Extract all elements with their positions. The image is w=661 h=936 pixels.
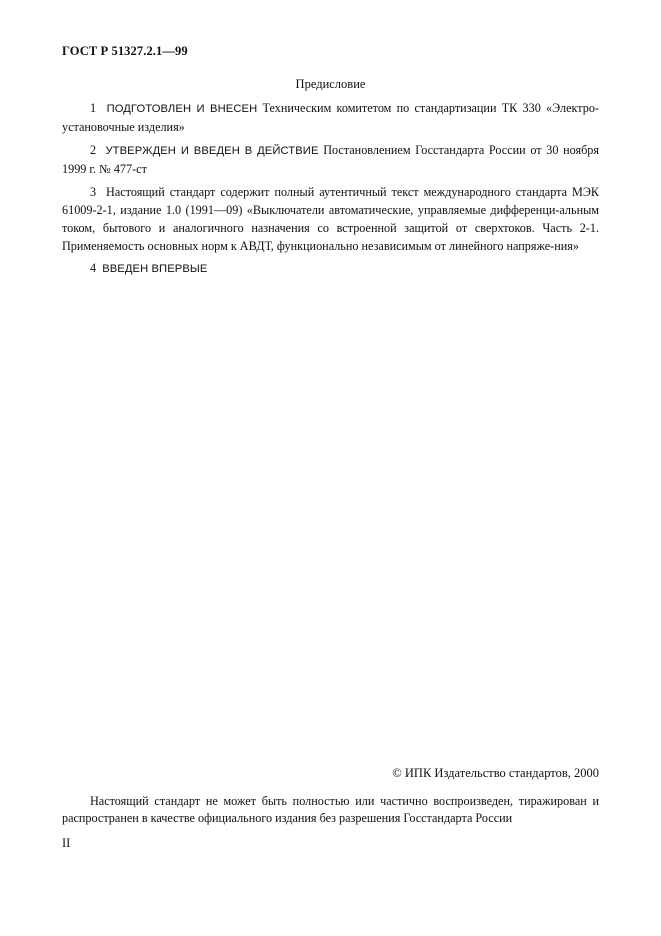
preface-item-4 <box>62 259 599 278</box>
reproduction-notice: Настоящий стандарт не может быть полностью или частично воспроизведен, тиражирован и распространен в качестве официального издания без разрешения Госстандарта России <box>62 794 599 825</box>
item-caps-lead: УТВЕРЖДЕН И ВВЕДЕН В ДЕЙСТВИЕ <box>105 145 319 157</box>
item-caps-lead: ВВЕДЕН ВПЕРВЫЕ <box>102 263 208 275</box>
item-number: 3 <box>90 185 97 199</box>
preface-item-3 <box>62 183 599 255</box>
item-text: Техническим комитетом по стандартизации ТК 330 «Электро-установочные изделия» <box>62 101 599 134</box>
document-header: ГОСТ Р 51327.2.1—99 <box>62 44 188 58</box>
item-text: Постановлением Госстандарта России от 30 ноября 1999 г. № 477-ст <box>62 143 599 176</box>
item-text: Настоящий стандарт содержит полный аутентичный текст международного стандарта МЭК 61009-2-1, издание 1.0 (1991—09) «Выключатели автоматические, управляемые дифференци-альным током, бытового и аналогичного назначения со встроенной защитой от сверхтоков. Часть 2-1. Применяемость основных норм к АВДТ, функционально независимым от линейного напряже-ния» <box>62 185 600 253</box>
section-title: Предисловие <box>295 77 366 91</box>
item-caps-lead: ПОДГОТОВЛЕН И ВНЕСЕН <box>106 103 258 115</box>
copyright-line: © ИПК Издательство стандартов, 2000 <box>392 766 599 780</box>
preface-item-1 <box>62 99 599 136</box>
page-number: II <box>62 836 71 850</box>
item-number: 2 <box>90 143 97 157</box>
item-number: 1 <box>90 101 97 115</box>
item-number: 4 <box>90 261 97 275</box>
preface-item-2 <box>62 141 599 178</box>
